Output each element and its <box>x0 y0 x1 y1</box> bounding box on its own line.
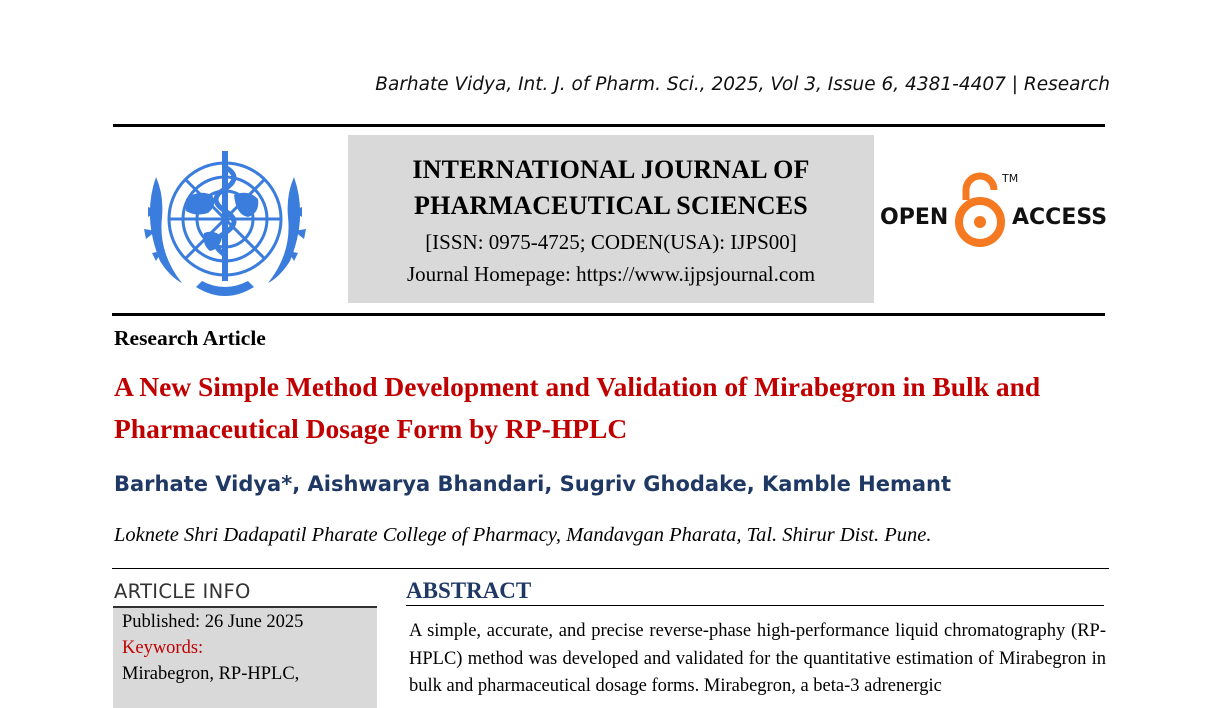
abstract-heading: ABSTRACT <box>406 578 532 603</box>
journal-issn: [ISSN: 0975-4725; CODEN(USA): IJPS00] <box>425 230 797 254</box>
journal-homepage: Journal Homepage: https://www.ijpsjournal.com <box>406 262 816 286</box>
section-divider <box>112 568 1109 569</box>
keywords-label: Keywords: <box>122 638 204 658</box>
paper-title: A New Simple Method Development and Validation of Mirabegron in Bulk and Pharmaceutical Dosage Form by RP-HPLC <box>114 371 1041 444</box>
open-access-right-text: ACCESS <box>1012 205 1108 230</box>
published-date: Published: 26 June 2025 <box>122 612 304 632</box>
trademark-mark: TM <box>1002 172 1019 185</box>
header-rule-bottom <box>112 313 1105 316</box>
journal-masthead <box>348 135 874 303</box>
affiliation: Loknete Shri Dadapatil Pharate College of Pharmacy, Mandavgan Pharata, Tal. Shirur Dist. Pune. <box>114 524 932 546</box>
header-rule-top <box>113 124 1105 127</box>
running-head: Barhate Vidya, Int. J. of Pharm. Sci., 2025, Vol 3, Issue 6, 4381-4407 | Research <box>375 74 1110 95</box>
author-list: Barhate Vidya*, Aishwarya Bhandari, Sugriv Ghodake, Kamble Hemant <box>114 472 951 496</box>
abstract-text: A simple, accurate, and precise reverse-phase high-performance liquid chromatography (RP-HPLC) method was developed and validated for the quantitative estimation of Mirabegron in bulk and pharmaceutical dosage forms. Mirabegron, a beta-3 adrenergic <box>409 621 1106 696</box>
article-type: Research Article <box>114 326 266 350</box>
open-access-left-text: OPEN <box>880 205 949 230</box>
article-info-heading: ARTICLE INFO <box>114 580 251 603</box>
padlock-shackle-icon <box>966 176 994 200</box>
open-access-logo <box>880 166 1110 256</box>
journal-title-line1: INTERNATIONAL JOURNAL OF <box>412 155 810 184</box>
abstract-rule <box>406 605 1104 606</box>
who-emblem-logo <box>126 137 324 307</box>
padlock-keyhole-icon <box>974 216 986 228</box>
journal-title-line2: PHARMACEUTICAL SCIENCES <box>414 191 808 220</box>
keywords-value: Mirabegron, RP-HPLC, <box>122 664 300 684</box>
journal-title <box>348 152 874 224</box>
